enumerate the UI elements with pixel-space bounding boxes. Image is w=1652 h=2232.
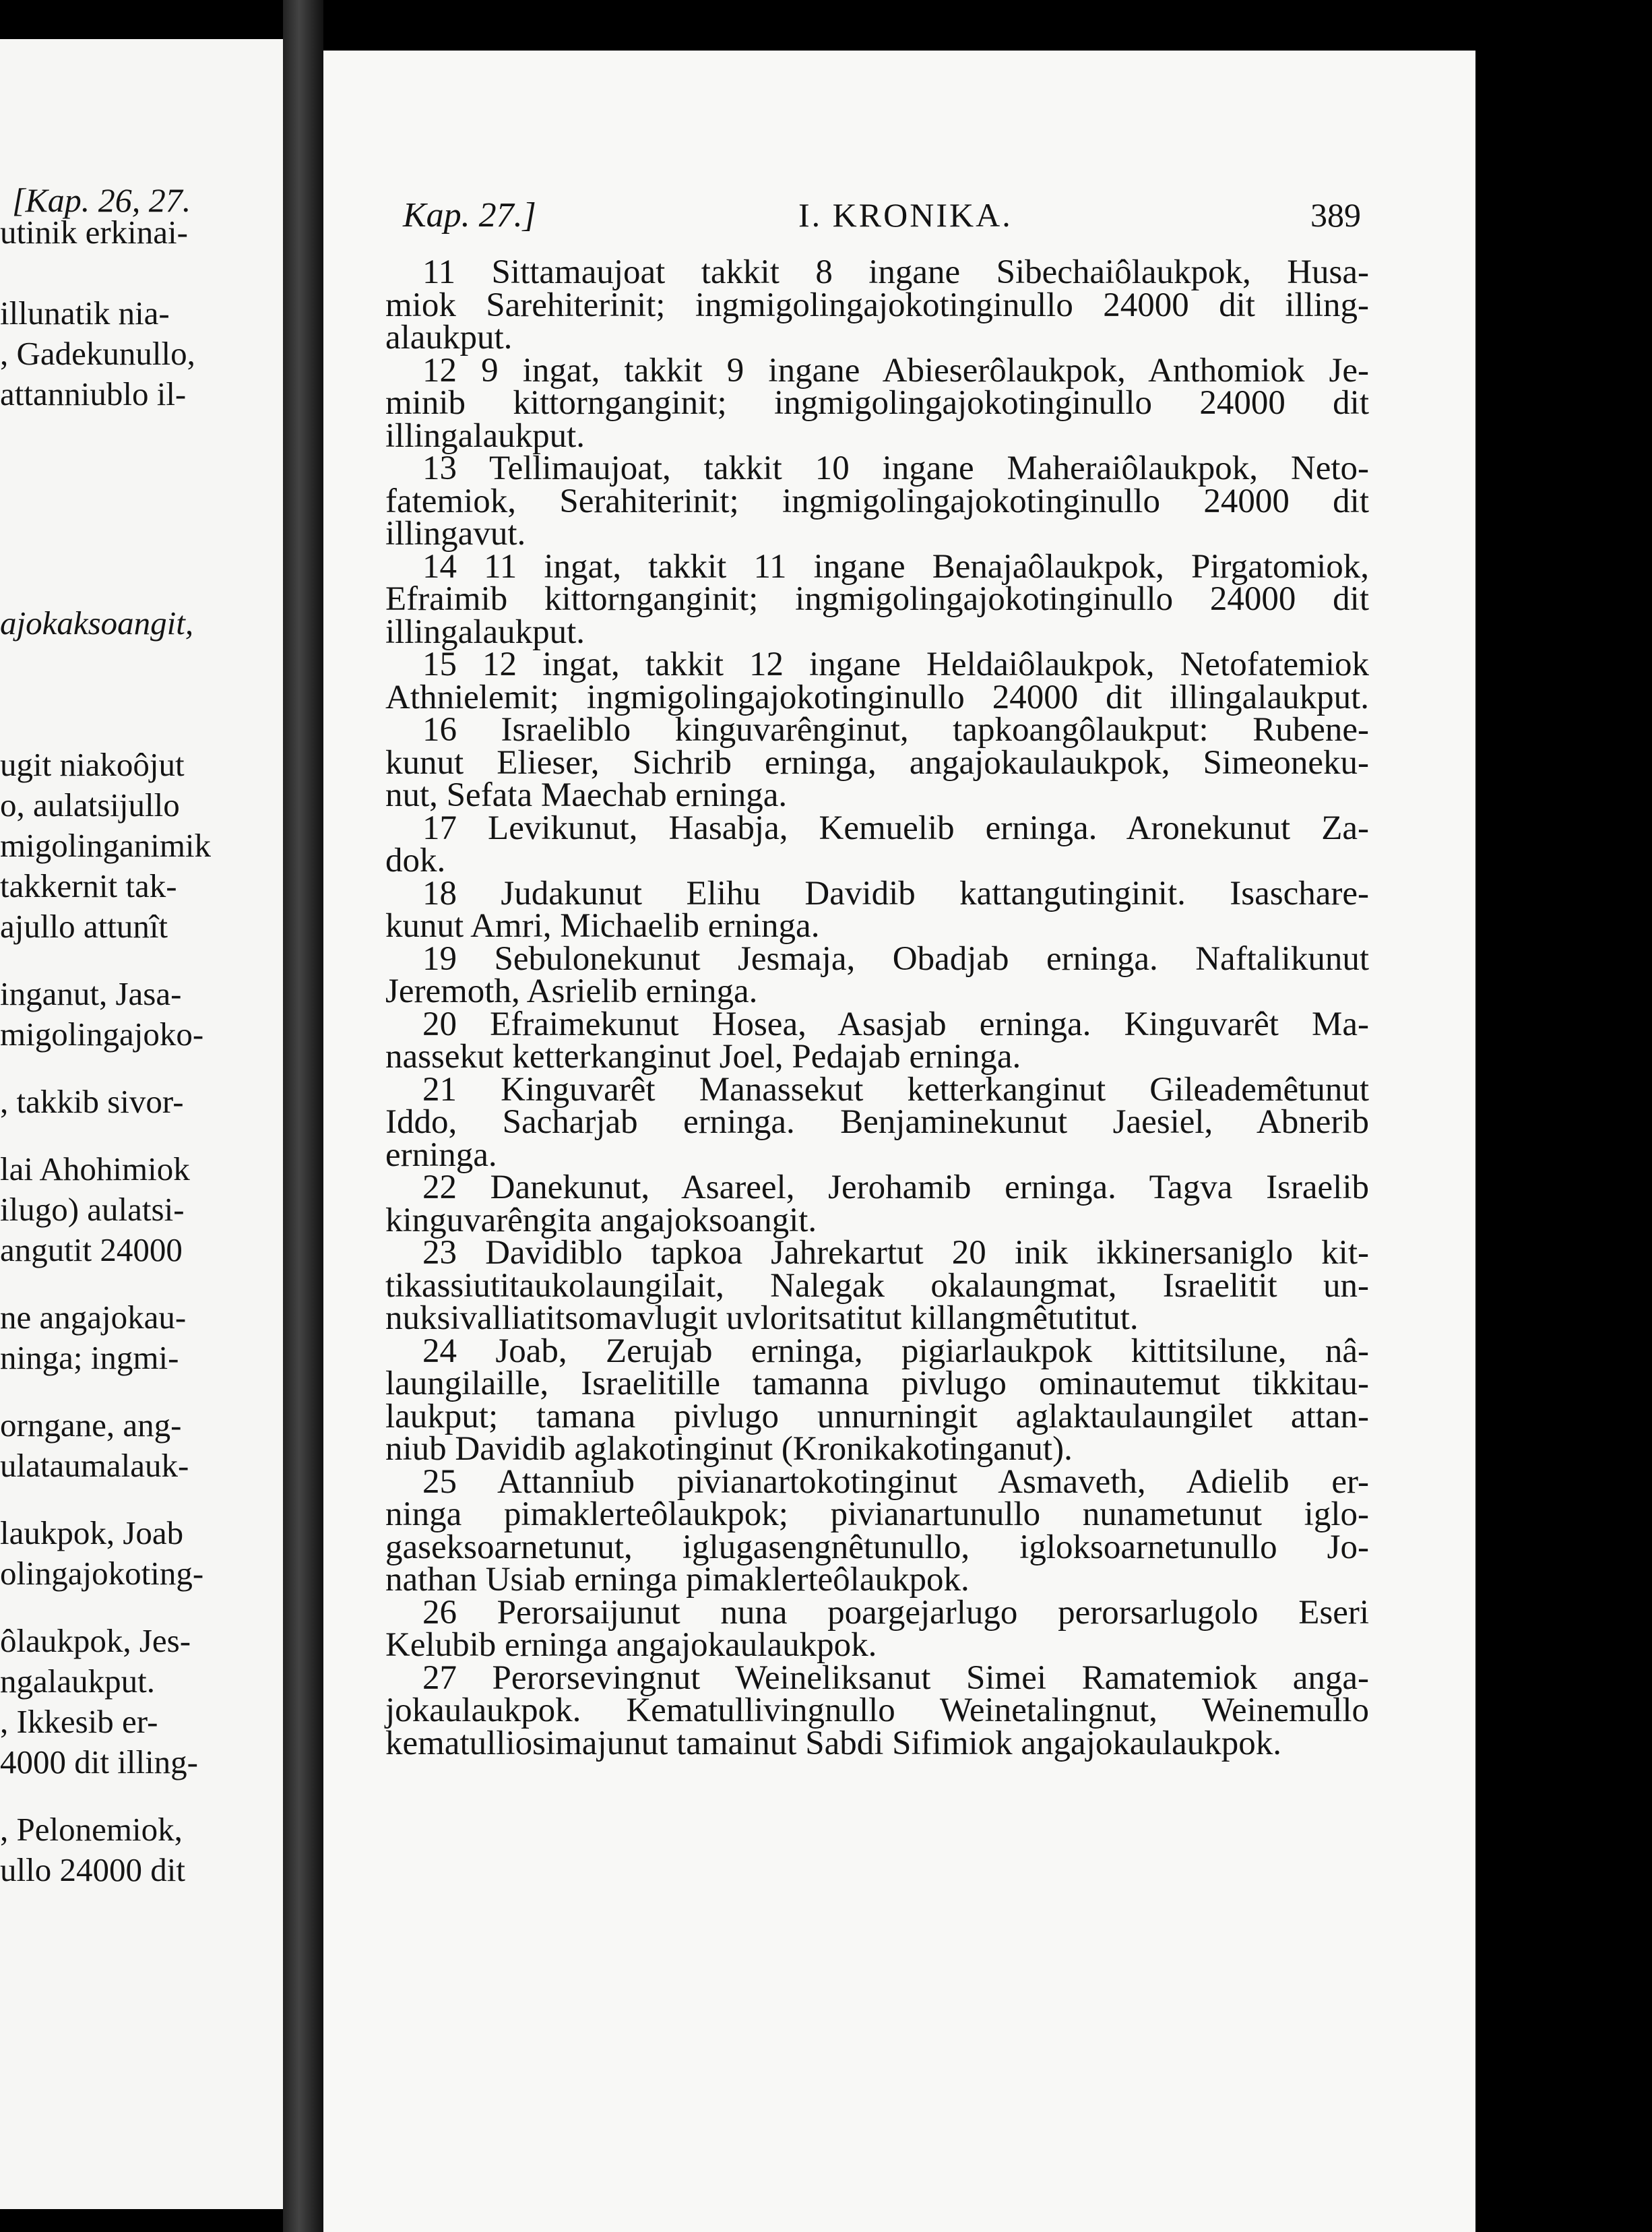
text-line: 11 Sittamaujoat takkit 8 ingane Sibechaiôlaukpok, Husa- xyxy=(422,253,1369,291)
text-line: niub Davidib aglakotinginut (Kronikakotinganut). xyxy=(385,1430,1073,1468)
text-line: jokaulaukpok. Kematullivingnullo Weinetalingnut, Weinemullo xyxy=(385,1692,1369,1729)
text-line: 27 Perorsevingnut Weineliksanut Simei Ramatemiok anga- xyxy=(422,1658,1369,1697)
text-line: kinguvarêngita angajoksoangit. xyxy=(385,1201,817,1239)
text-body xyxy=(385,253,1369,1762)
left-text-line: utinik erkinai- xyxy=(0,214,188,251)
text-line: minib kittornganginit; ingmigolingajokotinginullo 24000 dit xyxy=(385,384,1369,422)
text-line: 25 Attanniub pivianartokotinginut Asmaveth, Adielib er- xyxy=(422,1462,1369,1501)
text-line: laungilaille, Israelitille tamanna pivlugo ominautemut tikkitau- xyxy=(385,1365,1369,1402)
left-text-line: ôlaukpok, Jes- xyxy=(0,1622,191,1659)
text-line: 13 Tellimaujoat, takkit 10 ingane Maheraiôlaukpok, Neto- xyxy=(422,450,1369,487)
text-line: 19 Sebulonekunut Jesmaja, Obadjab erninga. Naftalikunut xyxy=(422,939,1369,978)
text-line: 23 Davidiblo tapkoa Jahrekartut 20 inik ikkinersaniglo kit- xyxy=(422,1234,1369,1272)
book-title: I. KRONIKA. xyxy=(798,196,1013,234)
text-line: laukput; tamana pivlugo unnurningit aglaktaulaungilet attan- xyxy=(385,1397,1369,1435)
chapter-label: Kap. 27.] xyxy=(403,196,536,235)
left-text-line: migolinganimik xyxy=(0,827,212,864)
text-line: kematulliosimajunut tamainut Sabdi Sifimiok angajokaulaukpok. xyxy=(385,1724,1282,1762)
text-line: 26 Perorsaijunut nuna poargejarlugo perorsarlugolo Eseri xyxy=(422,1593,1369,1632)
left-page-header: [Kap. 26, 27. xyxy=(12,181,191,219)
text-line: illingalaukput. xyxy=(385,613,585,651)
text-line: nassekut ketterkanginut Joel, Pedajab erninga. xyxy=(385,1038,1021,1076)
left-text-line: migolingajoko- xyxy=(0,1016,204,1053)
left-text-line: illunatik nia- xyxy=(0,294,170,332)
text-line: nathan Usiab erninga pimaklerteôlaukpok. xyxy=(385,1561,970,1599)
left-text-line: ullo 24000 dit xyxy=(0,1851,185,1888)
text-line: 17 Levikunut, Hasabja, Kemuelib erninga. Aronekunut Za- xyxy=(422,809,1369,847)
text-line: kunut Elieser, Sichrib erninga, angajokaulaukpok, Simeoneku- xyxy=(385,743,1369,782)
running-header xyxy=(323,195,1475,243)
left-text-line: takkernit tak- xyxy=(0,867,177,904)
text-line: illingalaukput. xyxy=(385,416,585,455)
text-line: 21 Kinguvarêt Manassekut ketterkanginut Gileademêtunut xyxy=(422,1070,1369,1109)
left-text-line: laukpok, Joab xyxy=(0,1514,184,1551)
text-line: 22 Danekunut, Asareel, Jerohamib erninga. Tagva Israelib xyxy=(422,1169,1369,1206)
left-text-line: inganut, Jasa- xyxy=(0,975,182,1012)
left-text-line: olingajokoting- xyxy=(0,1555,204,1592)
text-line: 15 12 ingat, takkit 12 ingane Heldaiôlaukpok, Netofatemiok xyxy=(422,646,1369,683)
book-spine xyxy=(283,0,323,2232)
left-text-line: 4000 dit illing- xyxy=(0,1743,198,1780)
text-line: Efraimib kittornganginit; ingmigolingajokotinginullo 24000 dit xyxy=(385,580,1369,618)
left-text-line: ngalaukput. xyxy=(0,1663,155,1700)
text-line: alaukput. xyxy=(385,319,513,356)
text-line: nut, Sefata Maechab erninga. xyxy=(385,776,788,814)
text-line: Athnielemit; ingmigolingajokotinginullo 24000 dit illingalaukput. xyxy=(385,678,1369,716)
text-line: kunut Amri, Michaelib erninga. xyxy=(385,907,820,945)
text-line: erninga. xyxy=(385,1136,497,1174)
text-line: tikassiutitaukolaungilait, Nalegak okalaungmat, Israelitit un- xyxy=(385,1266,1369,1305)
text-line: Jeremoth, Asrielib erninga. xyxy=(385,972,758,1010)
text-line: 16 Israeliblo kinguvarênginut, tapkoangôlaukput: Rubene- xyxy=(422,711,1369,749)
text-line: gaseksoarnetunut, iglugasengnêtunullo, igloksoarnetunullo Jo- xyxy=(385,1528,1369,1566)
text-line: miok Sarehiterinit; ingmigolingajokotinginullo 24000 dit illing- xyxy=(385,286,1369,324)
text-line: 20 Efraimekunut Hosea, Asasjab erninga. Kinguvarêt Ma- xyxy=(422,1005,1369,1043)
text-line: 14 11 ingat, takkit 11 ingane Benajaôlaukpok, Pirgatomiok, xyxy=(422,547,1369,586)
text-line: 12 9 ingat, takkit 9 ingane Abieserôlaukpok, Anthomiok Je- xyxy=(422,351,1369,390)
left-text-line: ajokaksoangit, xyxy=(0,604,194,642)
text-line: fatemiok, Serahiterinit; ingmigolingajokotinginullo 24000 dit xyxy=(385,482,1369,520)
text-line: Iddo, Sacharjab erninga. Benjaminekunut Jaesiel, Abnerib xyxy=(385,1103,1369,1141)
left-text-line: ugit niakoôjut xyxy=(0,746,185,783)
left-text-line: lai Ahohimiok xyxy=(0,1150,190,1187)
left-text-line: , takkib sivor- xyxy=(0,1083,184,1120)
page-number: 389 xyxy=(1310,196,1361,234)
text-line: ninga pimaklerteôlaukpok; pivianartunullo nunametunut iglo- xyxy=(385,1495,1369,1533)
scan-border xyxy=(1475,0,1652,2232)
left-text-line: orngane, ang- xyxy=(0,1406,182,1444)
left-text-line: , Gadekunullo, xyxy=(0,335,195,372)
left-text-line: attanniublo il- xyxy=(0,375,187,412)
left-text-line: , Ikkesib er- xyxy=(0,1703,158,1740)
text-line: illingavut. xyxy=(385,515,526,553)
text-line: nuksivalliatitsomavlugit uvloritsatitut killangmêtutitut. xyxy=(385,1299,1139,1337)
left-text-line: ulataumalauk- xyxy=(0,1447,189,1484)
left-text-line: , Pelonemiok, xyxy=(0,1811,183,1848)
left-text-line: o, aulatsijullo xyxy=(0,786,180,824)
right-page xyxy=(323,51,1475,2232)
left-text-line: ninga; ingmi- xyxy=(0,1339,179,1376)
text-line: dok. xyxy=(385,842,446,879)
left-text-line: ne angajokau- xyxy=(0,1299,187,1336)
left-text-line: ilugo) aulatsi- xyxy=(0,1191,185,1228)
text-line: 24 Joab, Zerujab erninga, pigiarlaukpok kittitsilune, nâ- xyxy=(422,1332,1369,1370)
left-text-line: ajullo attunît xyxy=(0,908,168,945)
left-text-line: angutit 24000 xyxy=(0,1231,183,1268)
text-line: 18 Judakunut Elihu Davidib kattangutinginit. Isaschare- xyxy=(422,874,1369,912)
left-page xyxy=(0,39,283,2209)
text-line: Kelubib erninga angajokaulaukpok. xyxy=(385,1626,877,1664)
